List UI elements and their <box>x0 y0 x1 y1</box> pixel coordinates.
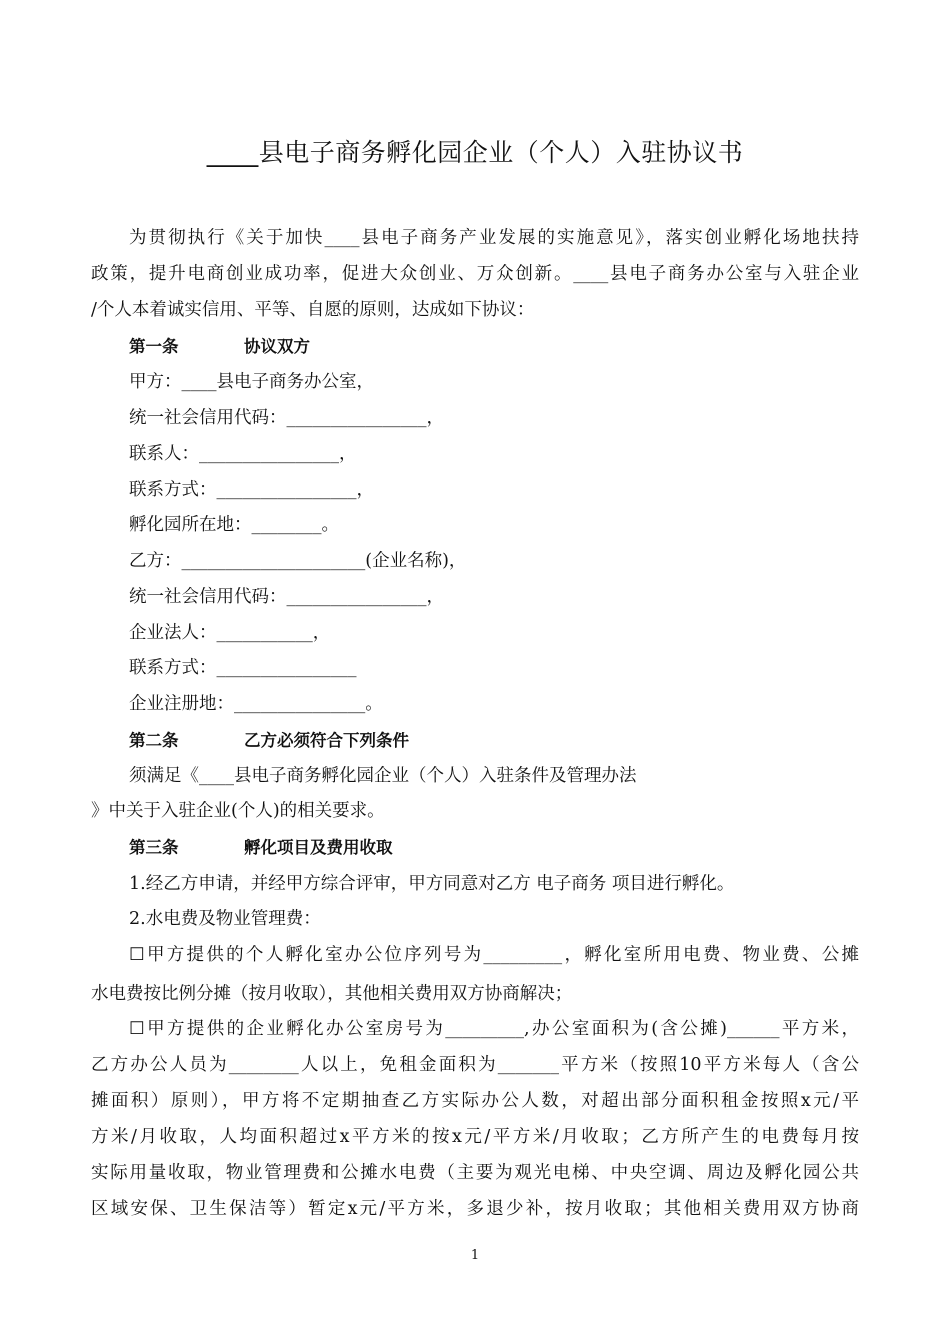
party-b-line: 乙方：_____________________(企业名称)， <box>129 551 467 571</box>
party-a-contact-person: 联系人：________________， <box>129 444 357 464</box>
intro-line-1: 为贯彻执行《关于加快____县电子商务产业发展的实施意见》，落实创业孵化场地扶持 <box>129 228 859 248</box>
article-3-heading <box>129 836 393 860</box>
option-2-line-3: 摊面积）原则），甲方将不定期抽查乙方实际办公人数，对超出部分面积租金按照x元/平 <box>91 1091 859 1111</box>
intro-line-2: 政策，提升电商创业成功率，促进大众创业、万众创新。____县电子商务办公室与入驻企业 <box>91 264 859 284</box>
article-1-number: 第一条 <box>129 337 179 356</box>
party-a-line: 甲方：____县电子商务办公室， <box>129 372 374 392</box>
page-number: 1 <box>470 1248 480 1263</box>
party-b-registered-address: 企业注册地：_______________。 <box>129 694 383 714</box>
conditions-line-1: 须满足《____县电子商务孵化园企业（个人）入驻条件及管理办法 <box>129 766 637 786</box>
party-a-contact-info: 联系方式：________________， <box>129 480 374 500</box>
item-1: 1.经乙方申请，并经甲方综合评审，甲方同意对乙方 电子商务 项目进行孵化。 <box>129 874 735 894</box>
party-b-legal-person: 企业法人：___________， <box>129 623 331 643</box>
option-1-line-1: ☐甲方提供的个人孵化室办公位序列号为_________，孵化室所用电费、物业费、公摊 <box>129 945 859 965</box>
article-3-title: 孵化项目及费用收取 <box>244 838 393 857</box>
option-2-line-4: 方米/月收取，人均面积超过x平方米的按x元/平方米/月收取；乙方所产生的电费每月按 <box>91 1127 859 1147</box>
article-2-title: 乙方必须符合下列条件 <box>244 731 409 750</box>
party-a-location: 孵化园所在地：________。 <box>129 515 339 535</box>
article-1-title: 协议双方 <box>244 337 310 356</box>
party-a-credit-code: 统一社会信用代码：________________， <box>129 408 444 428</box>
option-2-line-6: 区域安保、卫生保洁等）暂定x元/平方米，多退少补，按月收取；其他相关费用双方协商 <box>91 1199 859 1219</box>
conditions-line-2: 》中关于入驻企业(个人)的相关要求。 <box>91 801 385 821</box>
option-2-line-5: 实际用量收取，物业管理费和公摊水电费（主要为观光电梯、中央空调、周边及孵化园公共 <box>91 1163 859 1183</box>
article-1-heading <box>129 335 310 359</box>
page-title: ____县电子商务孵化园企业（个人）入驻协议书 <box>206 138 744 167</box>
party-b-credit-code: 统一社会信用代码：________________， <box>129 587 444 607</box>
article-2-number: 第二条 <box>129 731 179 750</box>
article-2-heading <box>129 729 409 753</box>
item-2: 2.水电费及物业管理费： <box>129 909 321 929</box>
party-b-contact-info: 联系方式：________________ <box>129 658 357 678</box>
option-2-line-2: 乙方办公人员为________人以上，免租金面积为_______平方米（按照10平方米每人（含公 <box>91 1055 859 1075</box>
option-1-line-2: 水电费按比例分摊（按月收取），其他相关费用双方协商解决； <box>91 984 573 1004</box>
option-2-line-1: ☐甲方提供的企业孵化办公室房号为_________,办公室面积为(含公摊)______平方米， <box>129 1019 859 1039</box>
intro-line-3: /个人本着诚实信用、平等、自愿的原则，达成如下协议： <box>91 300 535 320</box>
article-3-number: 第三条 <box>129 838 179 857</box>
